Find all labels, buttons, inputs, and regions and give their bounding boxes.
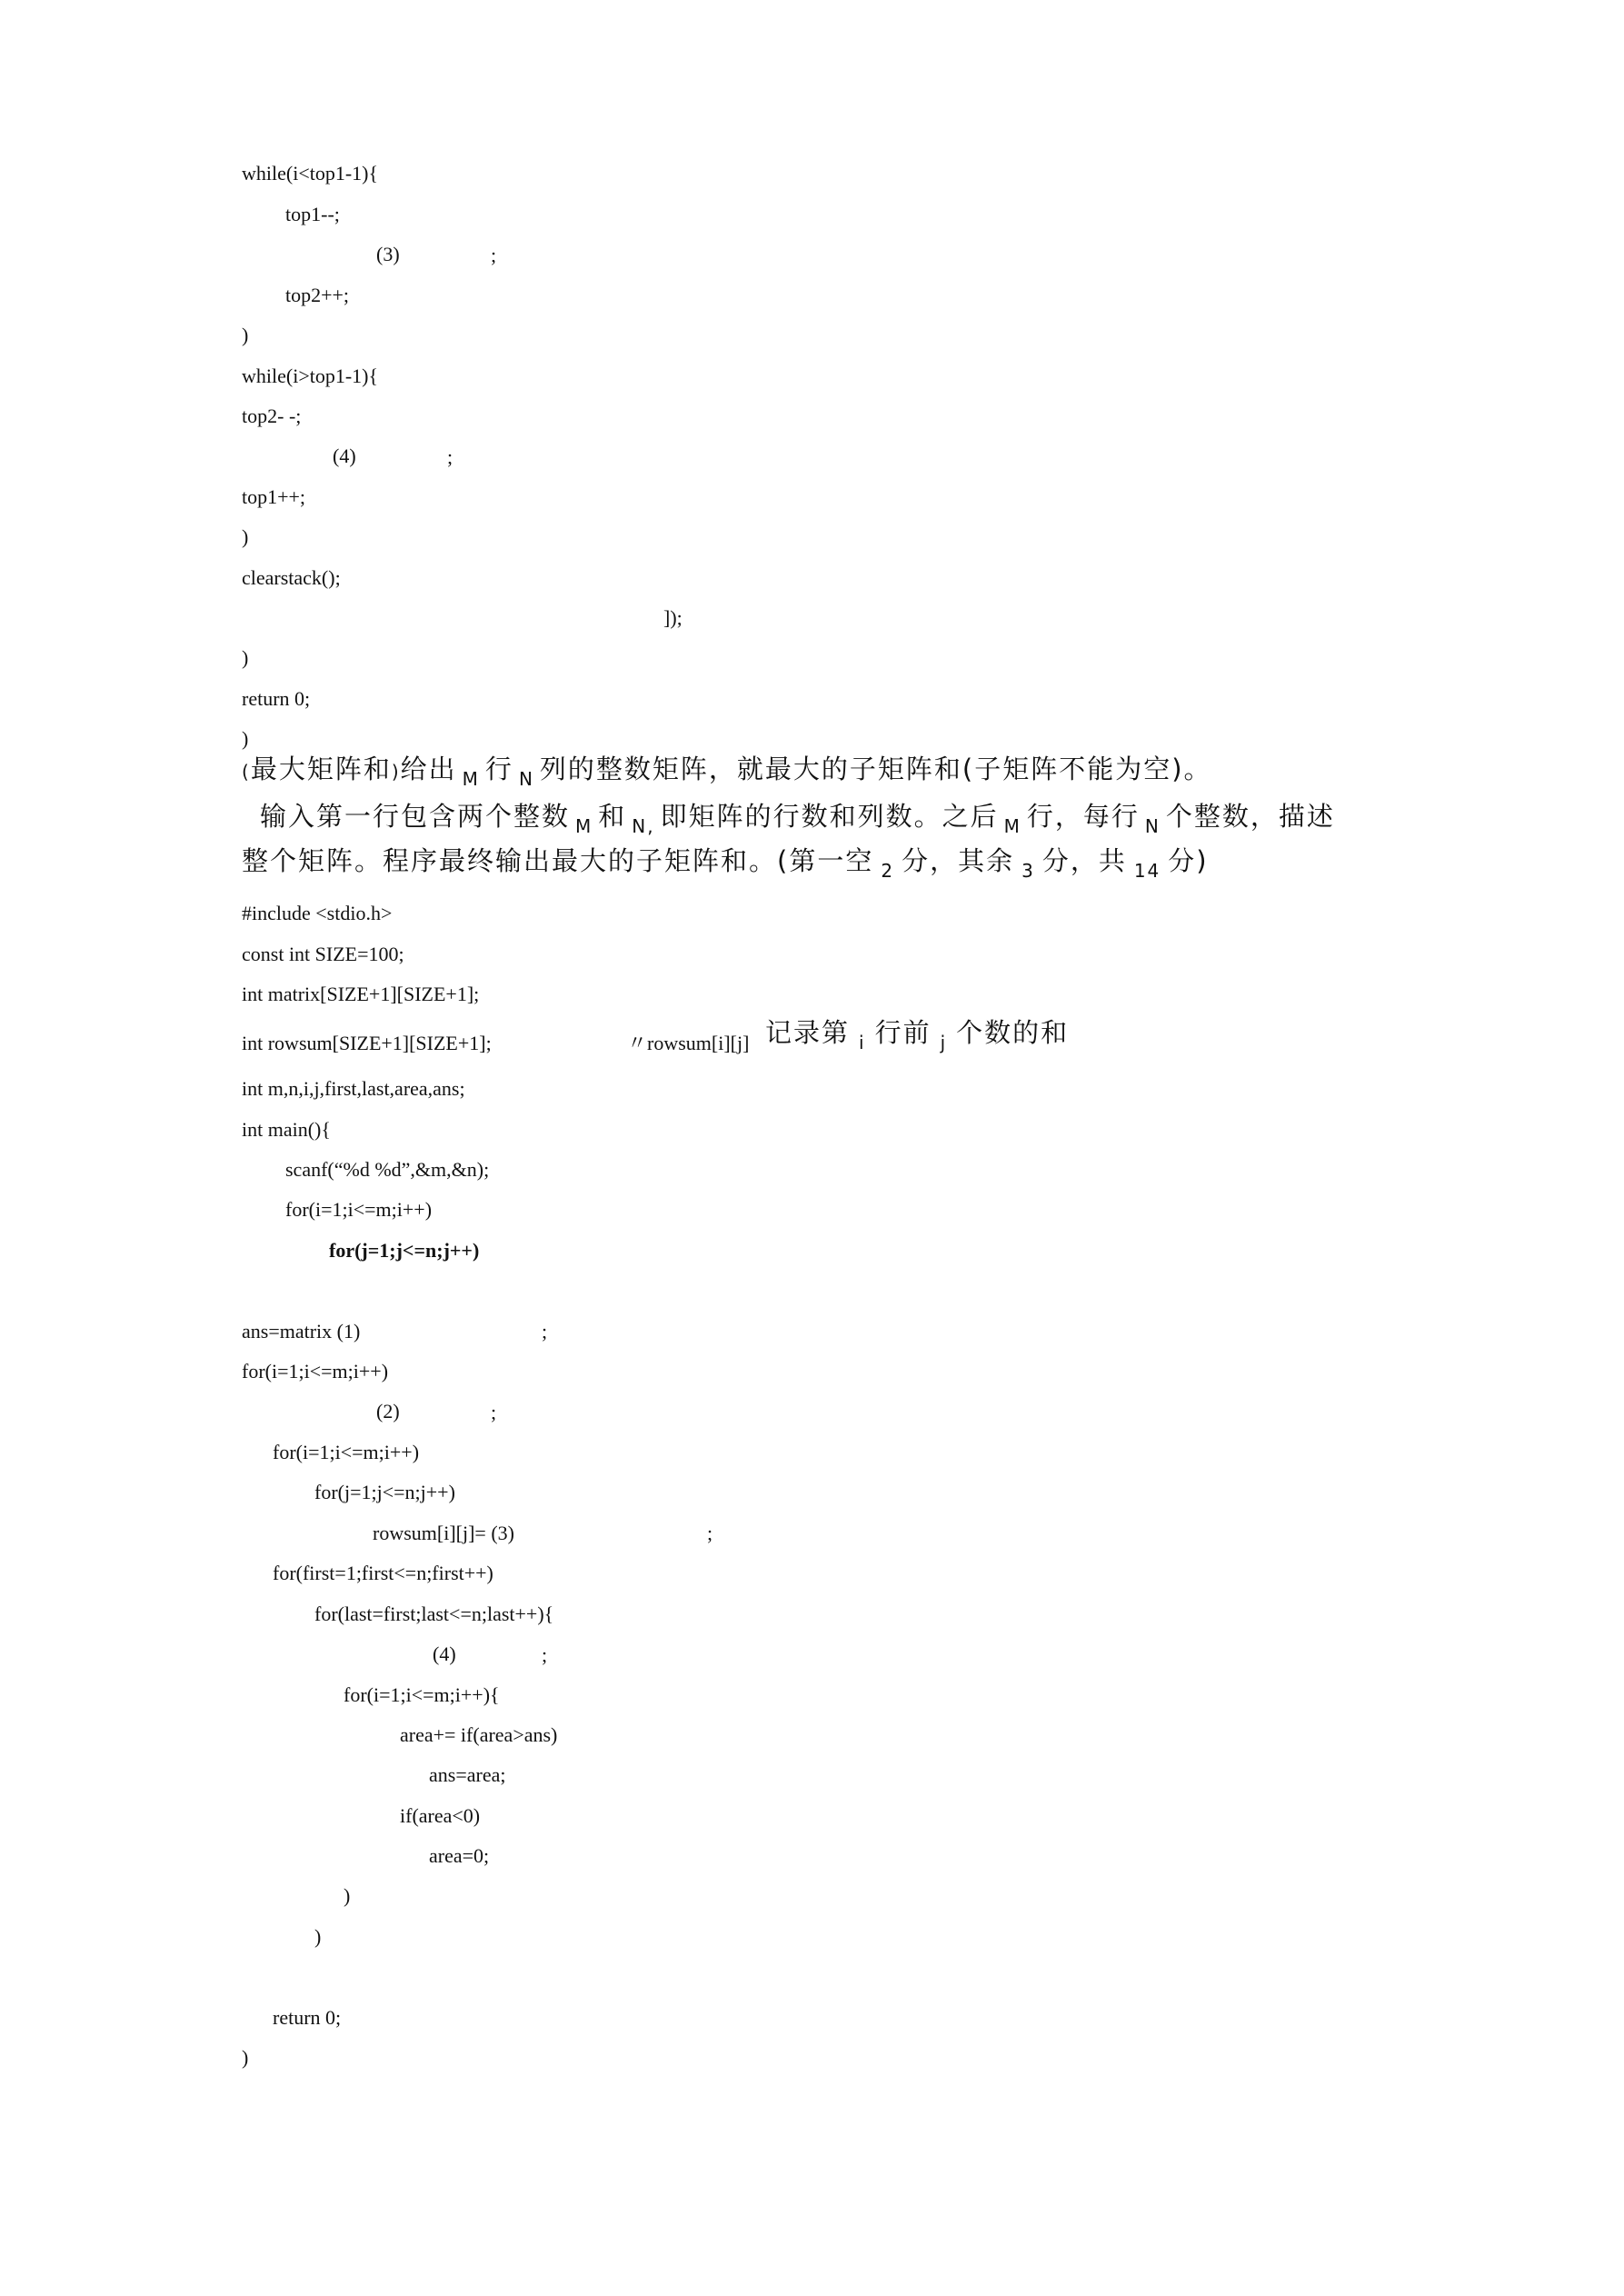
code-line: ) [242,525,249,548]
code-line: int matrix[SIZE+1][SIZE+1]; [242,983,480,1005]
code-line: ans=area; [429,1763,506,1786]
code-line: const int SIZE=100; [242,943,404,965]
blank-semicolon: ; [491,1401,497,1423]
code-line: #include <stdio.h> [242,902,393,924]
code-line: int main(){ [242,1118,331,1141]
code-line: while(i>top1-1){ [242,364,379,387]
code-line: ) [314,1925,322,1948]
code-line: for(last=first;last<=n;last++){ [314,1602,554,1625]
code-line: clearstack(); [242,566,341,589]
code-line: for(i=1;i<=m;i++){ [344,1683,500,1706]
code-line: for(i=1;i<=m;i++) [242,1360,389,1383]
code-line: return 0; [242,687,311,710]
code-line: ans=matrix (1) [242,1320,361,1343]
blank-number: (3) [376,243,400,265]
code-line: top1++; [242,485,306,508]
code-line: for(first=1;first<=n;first++) [273,1562,493,1584]
code-line: return 0; [273,2006,342,2029]
code-line: ) [344,1884,351,1907]
code-line: int m,n,i,j,first,last,area,ans; [242,1077,465,1100]
code-line: ) [242,324,249,346]
code-line: int rowsum[SIZE+1][SIZE+1]; [242,1032,492,1054]
blank-semicolon: ; [447,445,453,468]
code-line: for(i=1;i<=m;i++) [273,1441,420,1463]
problem-output-desc: 整个矩阵。程序最终输出最大的子矩阵和。(第一空 $_2$ 分，其余 $_3$ 分，共 $_{14}$ 分) [242,845,1209,882]
blank-semicolon: ; [707,1522,713,1544]
code-line: ) [242,646,249,669]
code-line: area+= if(area>ans) [400,1723,558,1746]
code-line: for(j=1;j<=n;j++) [329,1239,480,1262]
blank-number: (4) [333,444,356,467]
blank-semicolon: ; [491,244,497,266]
code-comment: 〃rowsum[i][j] [627,1032,750,1054]
code-line: ]); [663,606,682,629]
code-line: area=0; [429,1844,490,1867]
code-line: if(area<0) [400,1804,481,1827]
code-comment-text: 记录第 $_i$ 行前 $_j$ 个数的和 [765,1017,1070,1053]
code-line: ) [242,2046,249,2069]
code-line: top1--; [285,203,340,225]
problem-input-desc: 输入第一行包含两个整数 $_M$ 和 $_{N,}$ 即矩阵的行数和列数。之后 $_M$ 行，每行 $_N$ 个整数，描述 [260,801,1335,837]
code-line: rowsum[i][j]= (3) [373,1522,514,1544]
blank-semicolon: ; [542,1643,548,1666]
code-line: ) [242,727,249,750]
blank-semicolon: ; [542,1320,548,1343]
code-line: while(i<top1-1){ [242,162,379,185]
code-line: for(i=1;i<=m;i++) [285,1198,433,1221]
blank-number: (4) [433,1642,456,1665]
code-line: top2++; [285,284,350,306]
blank-number: (2) [376,1400,400,1423]
code-line: top2- -; [242,404,302,427]
problem-title: (最大矩阵和)给出 $_M$ 行 $_N$ 列的整数矩阵，就最大的子矩阵和(子矩阵不能为空)。 [242,754,1212,790]
code-line: scanf(“%d %d”,&m,&n); [285,1158,490,1181]
code-line: for(j=1;j<=n;j++) [314,1481,455,1503]
